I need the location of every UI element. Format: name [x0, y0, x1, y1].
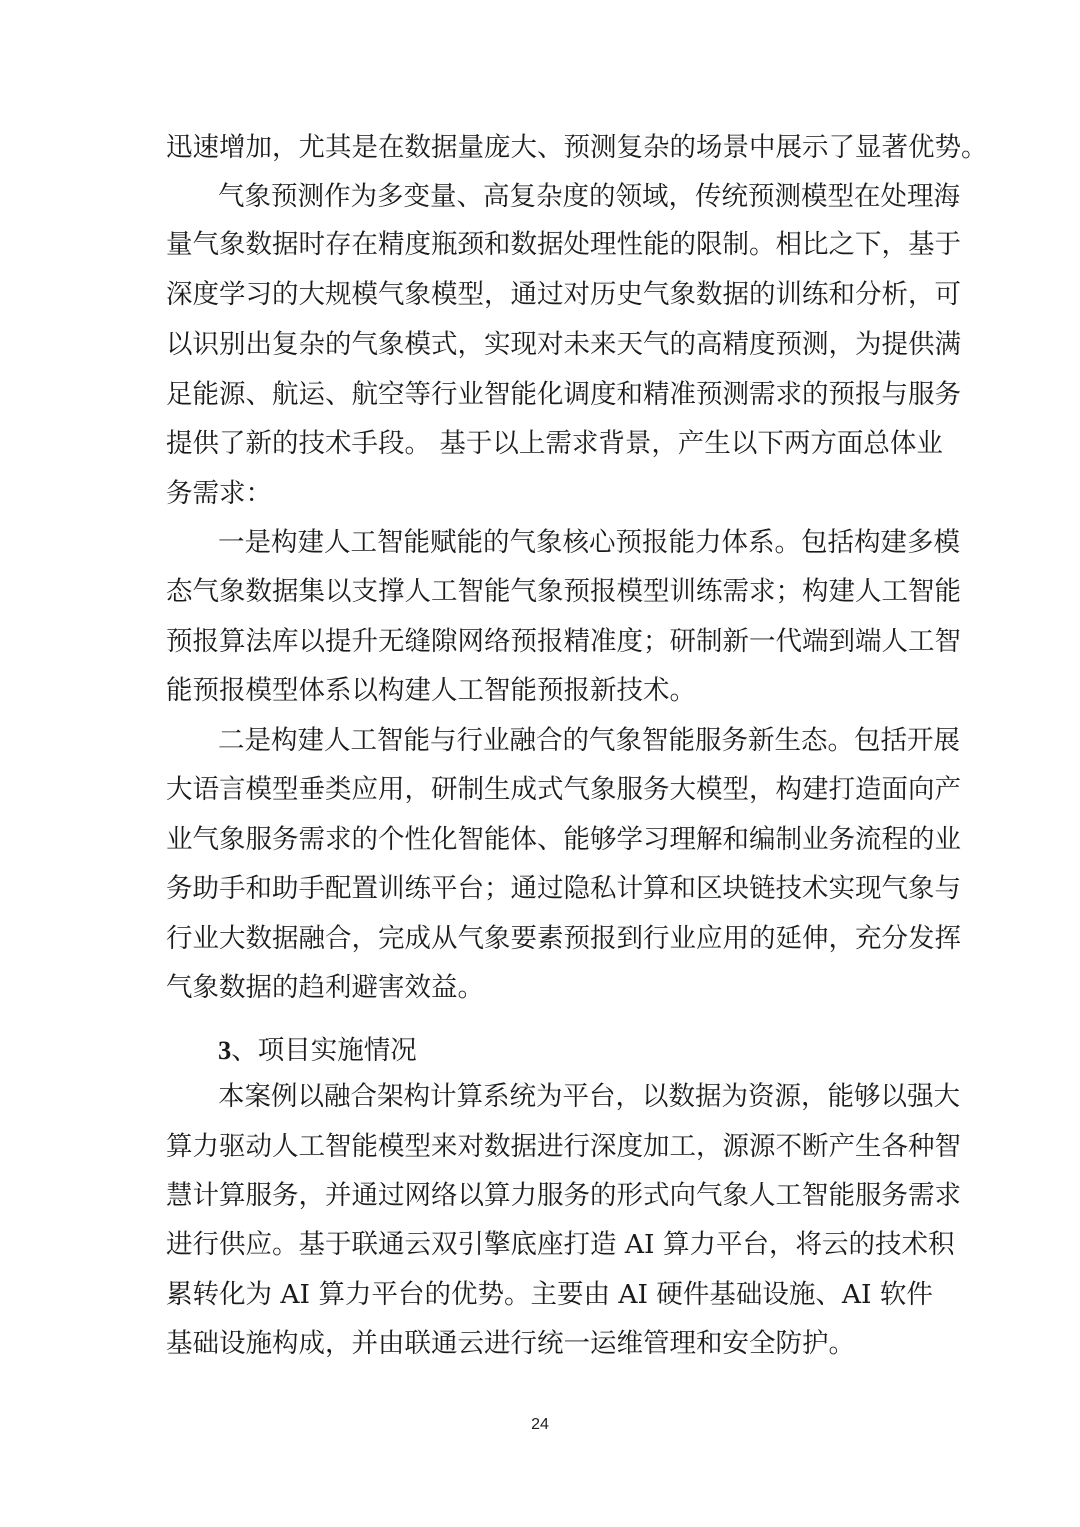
paragraph-line: 累转化为 AI 算力平台的优势。主要由 AI 硬件基础设施、AI 软件 — [166, 1279, 933, 1310]
paragraph-line: 本案例以融合架构计算系统为平台，以数据为资源，能够以强大 — [218, 1081, 960, 1112]
section-number: 3 — [218, 1035, 232, 1065]
paragraph-line: 以识别出复杂的气象模式，实现对未来天气的高精度预测，为提供满 — [166, 329, 961, 360]
paragraph-line: 迅速增加，尤其是在数据量庞大、预测复杂的场景中展示了显著优势。 — [166, 132, 988, 163]
paragraph-line: 业气象服务需求的个性化智能体、能够学习理解和编制业务流程的业 — [166, 824, 961, 855]
paragraph-line: 进行供应。基于联通云双引擎底座打造 AI 算力平台，将云的技术积 — [166, 1229, 955, 1260]
paragraph-line: 二是构建人工智能与行业融合的气象智能服务新生态。包括开展 — [218, 725, 960, 756]
paragraph-line: 预报算法库以提升无缝隙网络预报精准度；研制新一代端到端人工智 — [166, 626, 961, 657]
page-number: 24 — [531, 1416, 549, 1433]
paragraph-line: 气象数据的趋利避害效益。 — [166, 972, 484, 1003]
paragraph-line: 务助手和助手配置训练平台；通过隐私计算和区块链技术实现气象与 — [166, 873, 961, 904]
paragraph-line: 大语言模型垂类应用，研制生成式气象服务大模型，构建打造面向产 — [166, 774, 961, 805]
section-title: 、项目实施情况 — [231, 1035, 417, 1066]
paragraph-line: 务需求： — [166, 478, 272, 509]
paragraph-line: 气象预测作为多变量、高复杂度的领域，传统预测模型在处理海 — [218, 181, 960, 212]
paragraph-line: 足能源、航运、航空等行业智能化调度和精准预测需求的预报与服务 — [166, 379, 961, 410]
section-heading — [218, 1034, 417, 1067]
paragraph-line: 量气象数据时存在精度瓶颈和数据处理性能的限制。相比之下，基于 — [166, 229, 961, 260]
paragraph-line: 态气象数据集以支撑人工智能气象预报模型训练需求；构建人工智能 — [166, 576, 961, 607]
paragraph-line: 提供了新的技术手段。 基于以上需求背景，产生以下两方面总体业 — [166, 428, 943, 459]
paragraph-line: 一是构建人工智能赋能的气象核心预报能力体系。包括构建多模 — [218, 527, 960, 558]
paragraph-line: 深度学习的大规模气象模型，通过对历史气象数据的训练和分析，可 — [166, 279, 961, 310]
paragraph-line: 慧计算服务，并通过网络以算力服务的形式向气象人工智能服务需求 — [166, 1180, 961, 1211]
paragraph-line: 基础设施构成，并由联通云进行统一运维管理和安全防护。 — [166, 1328, 855, 1359]
paragraph-line: 能预报模型体系以构建人工智能预报新技术。 — [166, 675, 696, 706]
paragraph-line: 算力驱动人工智能模型来对数据进行深度加工，源源不断产生各种智 — [166, 1131, 961, 1162]
paragraph-line: 行业大数据融合，完成从气象要素预报到行业应用的延伸，充分发挥 — [166, 923, 961, 954]
